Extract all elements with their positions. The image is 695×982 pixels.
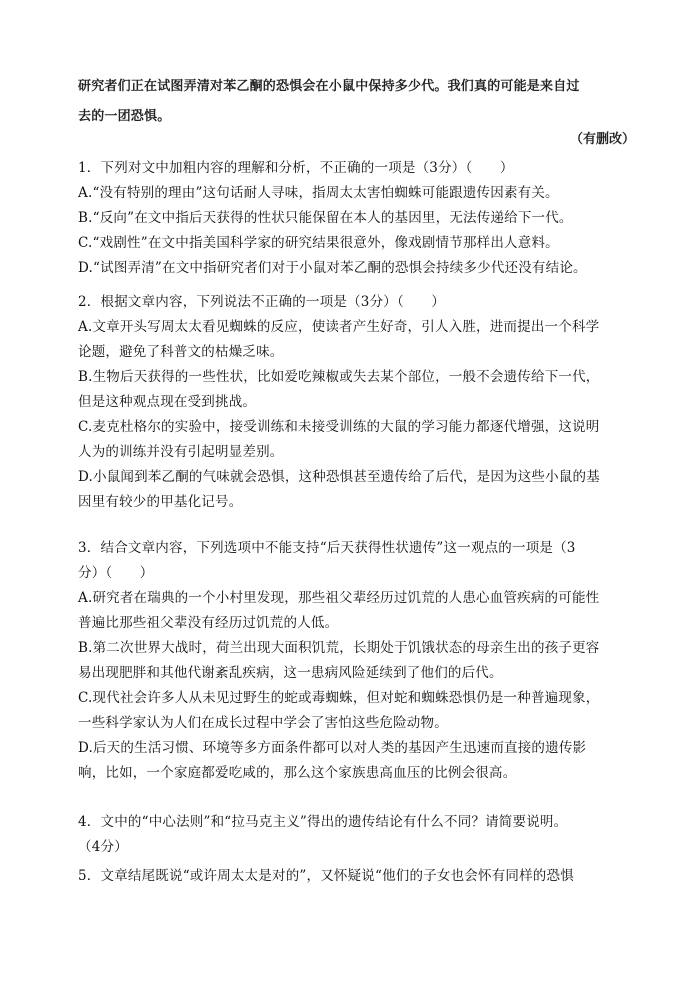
question-stem: 1．下列对文中加粗内容的理解和分析，不正确的一项是（3分）（ ） bbox=[78, 160, 514, 176]
option-a: A.“没有特别的理由”这句话耐人寻味，指周太太害怕蜘蛛可能跟遗传因素有关。 bbox=[78, 185, 559, 201]
option-b: B.“反向”在文中指后天获得的性状只能保留在本人的基因里，无法传递给下一代。 bbox=[78, 210, 573, 226]
question-4 bbox=[78, 810, 618, 860]
source-note: （有删改） bbox=[569, 132, 635, 147]
question-3 bbox=[78, 536, 618, 786]
option-a: A.研究者在瑞典的一个小村里发现，那些祖父辈经历过饥荒的人患心血管疾病的可能性 bbox=[78, 590, 600, 606]
option-b: B.生物后天获得的一些性状，比如爱吃辣椒或失去某个部位，一般不会遗传给下一代， bbox=[78, 369, 600, 385]
option-d: D.后天的生活习惯、环境等多方面条件都可以对人类的基因产生迅速而直接的遗传影 bbox=[78, 740, 587, 756]
passage-line: 去的一团恐惧。 bbox=[78, 109, 171, 124]
option-b: B.第二次世界大战时，荷兰出现大面积饥荒，长期处于饥饿状态的母亲生出的孩子更容 bbox=[78, 640, 600, 656]
question-stem-cont: （4分） bbox=[78, 839, 128, 855]
question-1 bbox=[78, 156, 618, 281]
option-d: D.“试图弄清”在文中指研究者们对于小鼠对苯乙酮的恐惧会持续多少代还没有结论。 bbox=[78, 260, 587, 276]
passage-ending bbox=[78, 72, 618, 132]
option-c: C.麦克杜格尔的实验中，接受训练和未接受训练的大鼠的学习能力都逐代增强，这说明 bbox=[78, 419, 600, 435]
question-stem: 3．结合文章内容，下列选项中不能支持“后天获得性状遗传”这一观点的一项是（3 bbox=[78, 540, 576, 556]
question-5 bbox=[78, 864, 618, 889]
option-a-cont: 普遍比那些祖父辈没有经历过饥荒的人低。 bbox=[78, 615, 339, 631]
question-2 bbox=[78, 290, 618, 515]
option-c-cont: 人为的训练并没有引起明显差别。 bbox=[78, 444, 284, 460]
option-c-cont: 一些科学家认为人们在成长过程中学会了害怕这些危险动物。 bbox=[78, 715, 448, 731]
question-stem: 4．文中的“中心法则”和“拉马克主义”得出的遗传结论有什么不同？请简要说明。 bbox=[78, 814, 568, 830]
passage-line: 研究者们正在试图弄清对苯乙酮的恐惧会在小鼠中保持多少代。我们真的可能是来自过 bbox=[78, 79, 580, 94]
option-c: C.“戏剧性”在文中指美国科学家的研究结果很意外，像戏剧情节那样出人意料。 bbox=[78, 235, 559, 251]
option-b-cont: 但是这种观点现在受到挑战。 bbox=[78, 394, 257, 410]
question-stem: 5．文章结尾既说“或许周太太是对的”，又怀疑说“他们的子女也会怀有同样的恐惧 bbox=[78, 868, 574, 884]
option-d: D.小鼠闻到苯乙酮的气味就会恐惧，这种恐惧甚至遗传给了后代，是因为这些小鼠的基 bbox=[78, 469, 600, 485]
question-stem: 2．根据文章内容，下列说法不正确的一项是（3分）（ ） bbox=[78, 294, 446, 310]
option-a-cont: 论题，避免了科普文的枯燥乏味。 bbox=[78, 344, 284, 360]
option-d-cont: 因里有较少的甲基化记号。 bbox=[78, 494, 243, 510]
option-a: A.文章开头写周太太看见蜘蛛的反应，使读者产生好奇，引人入胜，进而提出一个科学 bbox=[78, 319, 600, 335]
question-stem-cont: 分）（ ） bbox=[78, 565, 154, 581]
option-d-cont: 响，比如，一个家庭都爱吃咸的，那么这个家族患高血压的比例会很高。 bbox=[78, 765, 517, 781]
option-b-cont: 易出现肥胖和其他代谢紊乱疾病，这一患病风险延续到了他们的后代。 bbox=[78, 665, 503, 681]
option-c: C.现代社会许多人从未见过野生的蛇或毒蜘蛛，但对蛇和蜘蛛恐惧仍是一种普遍现象， bbox=[78, 690, 600, 706]
